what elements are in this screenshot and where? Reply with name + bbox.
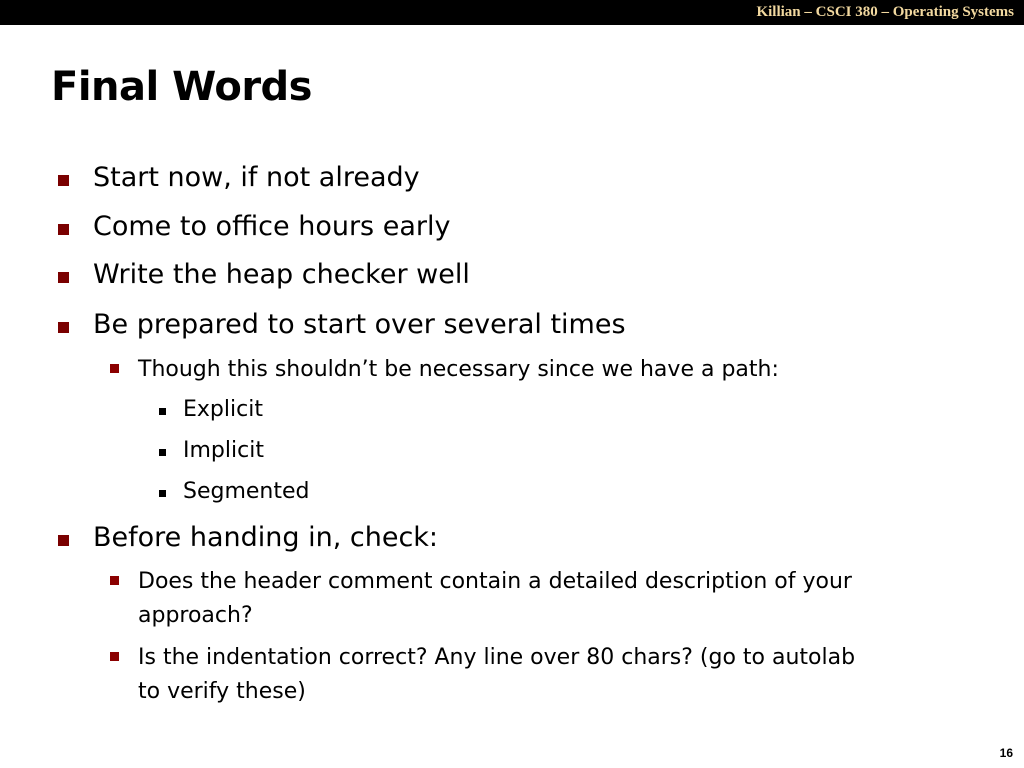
bullet-item: Before handing in, check:: [93, 522, 439, 553]
sub-bullet-item: Is the indentation correct? Any line over 80 chars? (go to autolab: [138, 645, 856, 670]
header-bar: [0, 0, 1024, 25]
page-number: 16: [999, 746, 1013, 760]
sub-sub-bullet-square-icon: [159, 449, 166, 456]
sub-bullet-item: Does the header comment contain a detailed description of your: [138, 569, 852, 594]
sub-bullet-square-icon: [110, 364, 119, 373]
bullet-square-icon: [58, 322, 69, 333]
bullet-square-icon: [58, 175, 69, 186]
course-title: Killian – CSCI 380 – Operating Systems: [756, 4, 1014, 20]
sub-sub-bullet-item: Segmented: [183, 479, 310, 504]
sub-bullet-item-continuation: approach?: [138, 603, 253, 628]
sub-sub-bullet-square-icon: [159, 408, 166, 415]
sub-sub-bullet-item: Explicit: [183, 397, 263, 422]
sub-sub-bullet-square-icon: [159, 490, 166, 497]
sub-bullet-square-icon: [110, 652, 119, 661]
sub-sub-bullet-item: Implicit: [183, 438, 264, 463]
bullet-item: Write the heap checker well: [93, 259, 470, 290]
sub-bullet-square-icon: [110, 576, 119, 585]
bullet-square-icon: [58, 224, 69, 235]
slide-title: Final Words: [51, 64, 312, 110]
bullet-square-icon: [58, 272, 69, 283]
bullet-square-icon: [58, 535, 69, 546]
sub-bullet-item-continuation: to verify these): [138, 679, 306, 704]
bullet-item: Come to office hours early: [93, 211, 451, 242]
bullet-item: Be prepared to start over several times: [93, 309, 626, 340]
bullet-item: Start now, if not already: [93, 162, 420, 193]
sub-bullet-item: Though this shouldn’t be necessary since we have a path:: [138, 357, 779, 382]
